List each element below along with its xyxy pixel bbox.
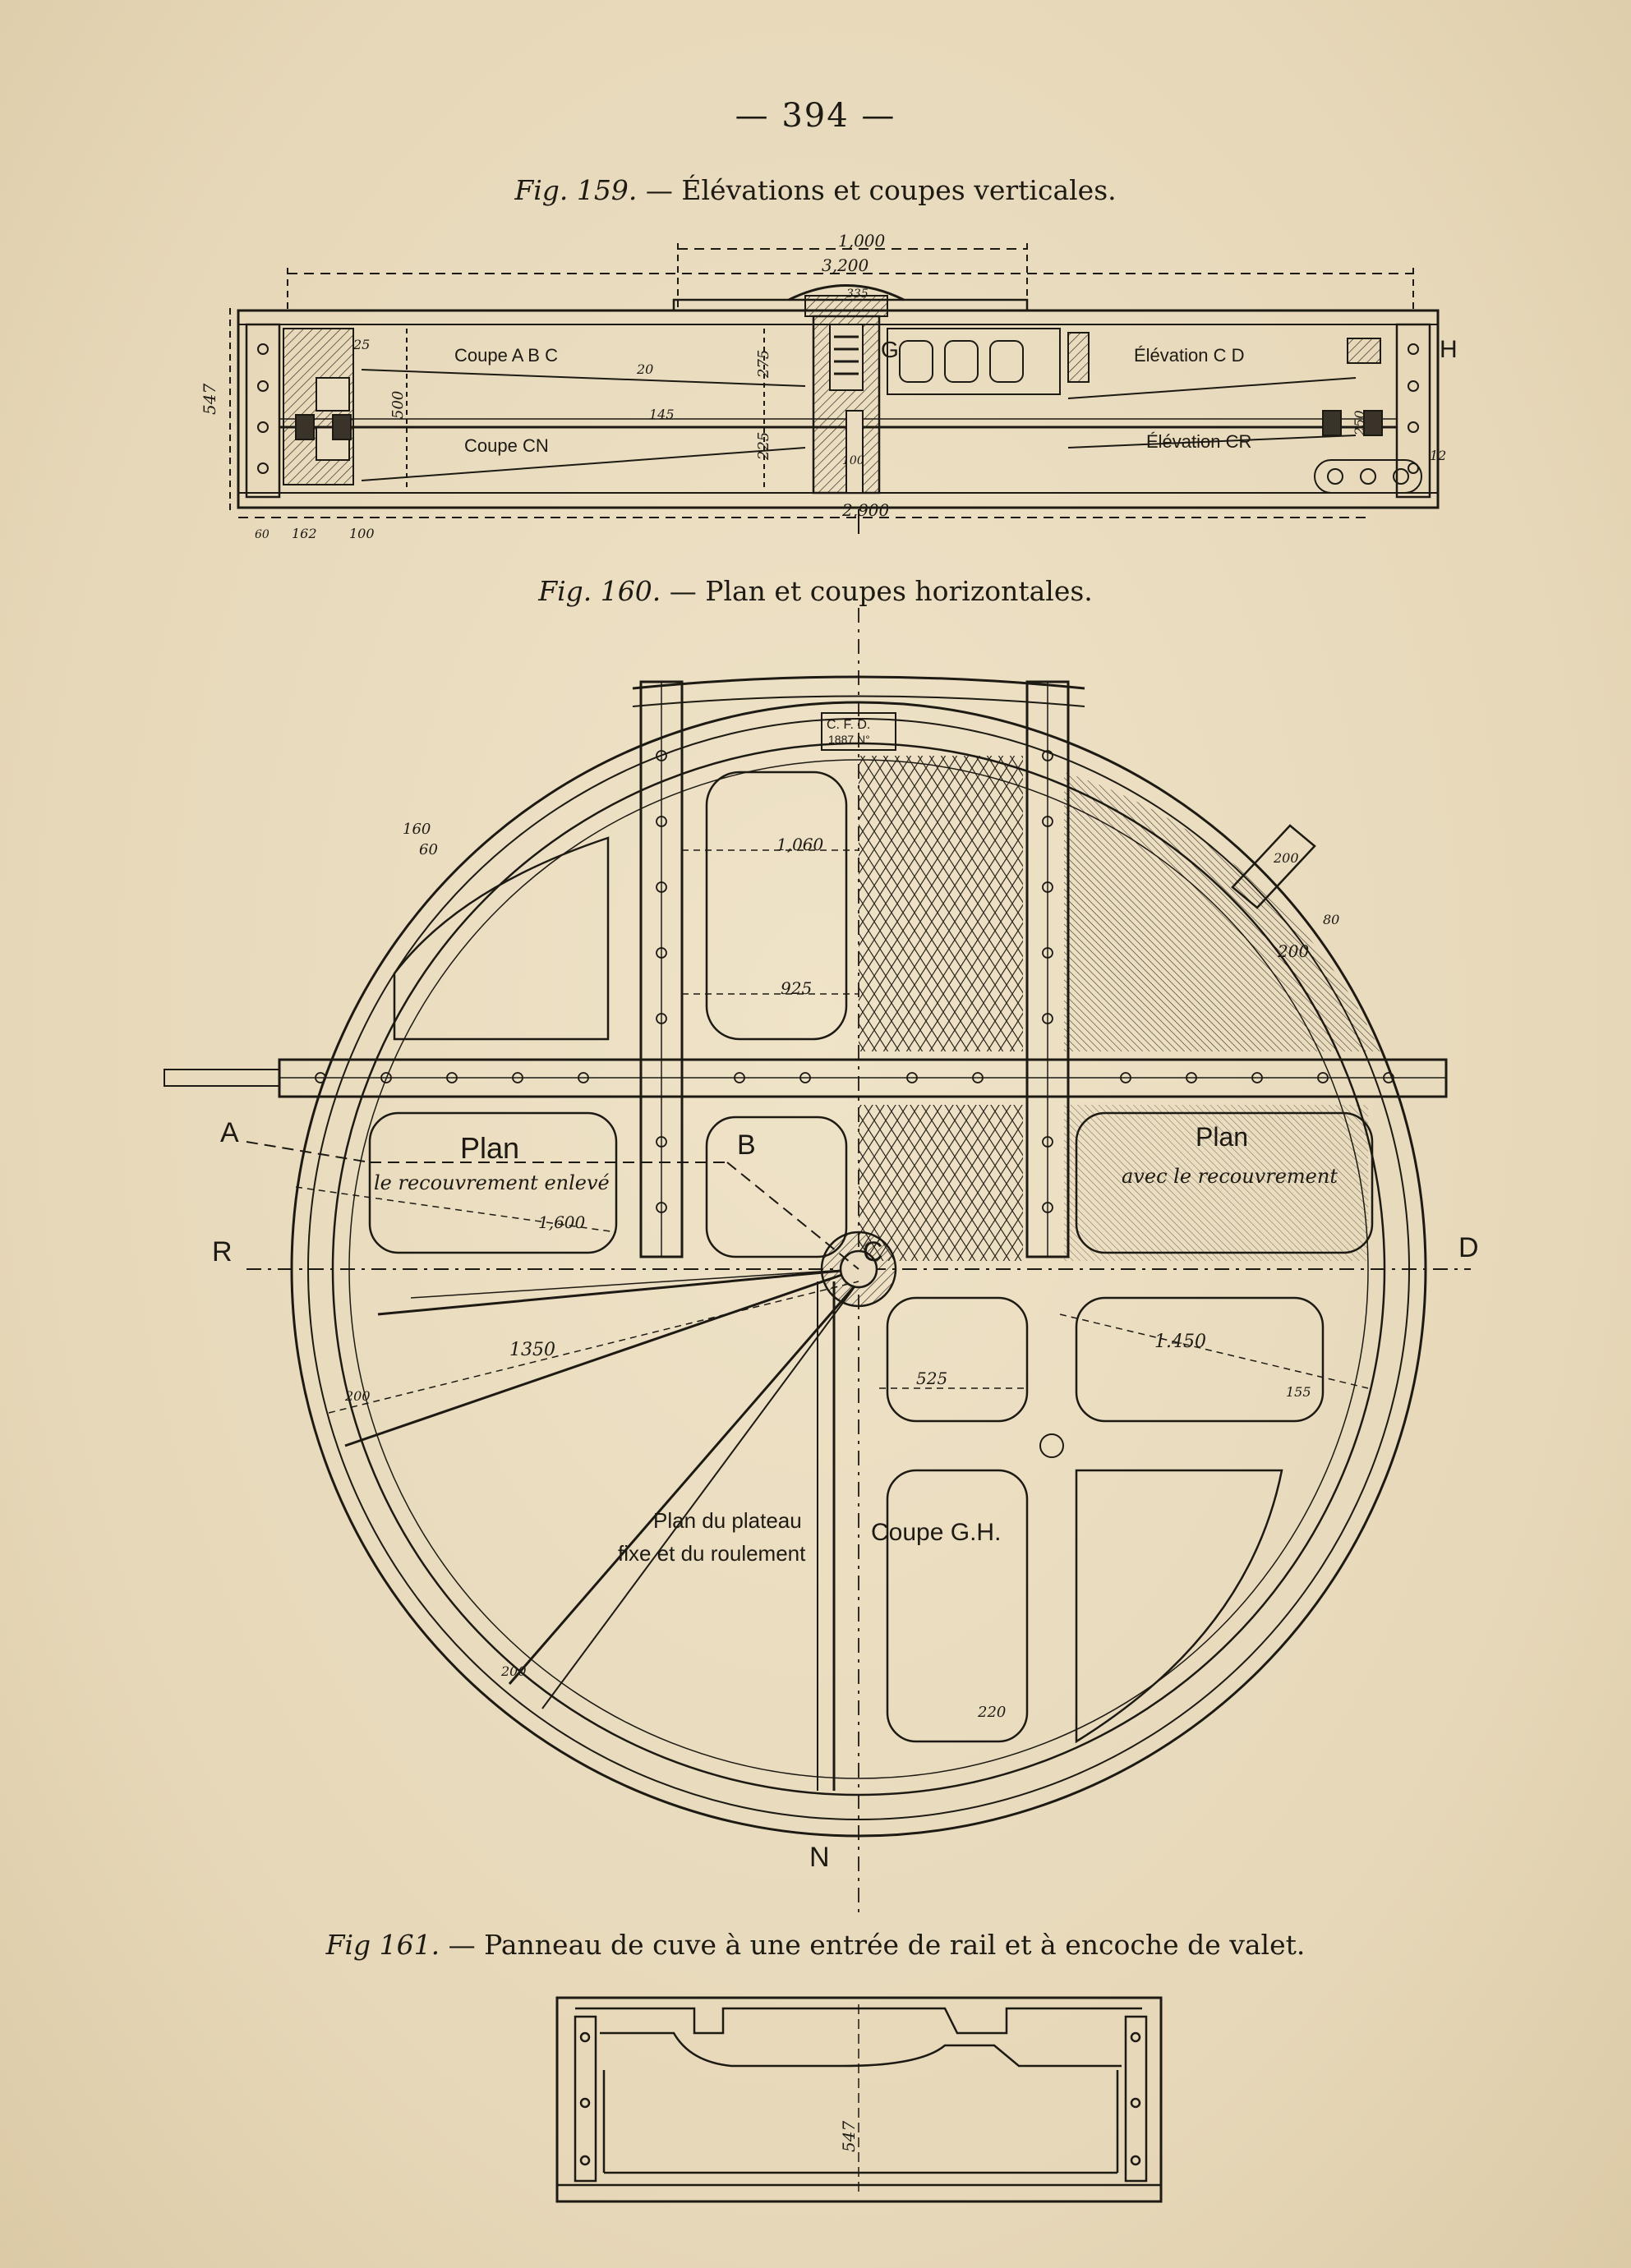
dim-20: 20 [637, 361, 654, 377]
label-plan-right: Plan [1196, 1122, 1249, 1152]
dim-12: 12 [1430, 448, 1447, 463]
fig160-title: — Plan et coupes horizontales. [669, 575, 1093, 607]
dim-1060: 1,060 [776, 835, 824, 854]
letter-B: B [737, 1129, 756, 1161]
letter-N: N [809, 1842, 830, 1873]
letter-R: R [212, 1236, 233, 1267]
fig161-drawing [557, 1998, 1161, 2201]
dim-60: 60 [419, 841, 438, 858]
label-plan-left: Plan [460, 1131, 520, 1165]
dim-547: 547 [200, 383, 219, 415]
dim-525: 525 [916, 1369, 948, 1388]
dim-3200: 3,200 [822, 255, 869, 275]
label-coupe-cn: Coupe CN [464, 435, 549, 456]
dim-162: 162 [292, 526, 317, 541]
fig161-label: Fig 161. [325, 1929, 440, 1961]
label-plan-right-sub: avec le recouvrement [1122, 1165, 1338, 1188]
dim-250: 250 [1352, 410, 1367, 435]
fig159-title: — Élévations et coupes verticales. [645, 174, 1117, 206]
dim-925: 925 [781, 978, 813, 998]
fig160-drawing [164, 608, 1471, 1914]
dim-2900: 2,900 [842, 500, 890, 520]
label-plan-plateau-2: fixe et du roulement [618, 1541, 806, 1566]
dim-100b: 100 [842, 454, 864, 467]
dim-145: 145 [649, 407, 675, 422]
dim-80: 80 [1323, 912, 1340, 927]
fig160-label: Fig. 160. [538, 575, 661, 607]
dim-200d: 200 [501, 1663, 527, 1679]
dim-220: 220 [978, 1704, 1007, 1721]
dim-200c: 200 [345, 1388, 371, 1404]
label-plan-plateau-1: Plan du plateau [653, 1508, 802, 1533]
dim-160: 160 [403, 821, 431, 838]
dim-25: 25 [353, 337, 371, 352]
dim-1000: 1,000 [838, 231, 886, 251]
letter-A: A [220, 1117, 239, 1148]
dim-100: 100 [349, 526, 375, 541]
dim-335: 335 [846, 288, 868, 301]
page-number: — 394 — [735, 97, 896, 135]
dim-500: 500 [389, 390, 407, 419]
dim-155: 155 [1286, 1384, 1311, 1400]
fig161-dim-547: 547 [839, 2120, 859, 2152]
dim-1350: 1350 [509, 1340, 555, 1360]
label-elevation-cr: Élévation CR [1146, 431, 1252, 452]
fig161-title: — Panneau de cuve à une entrée de rail et à encoche de valet. [448, 1929, 1306, 1961]
label-G: G [881, 337, 899, 362]
dim-200a: 200 [1274, 850, 1299, 866]
label-coupe-abc: Coupe A B C [454, 345, 558, 366]
dim-225: 225 [755, 431, 772, 460]
letter-C: C [863, 1236, 883, 1267]
label-H: H [1440, 336, 1458, 363]
dim-1600: 1,600 [538, 1212, 586, 1232]
letter-D: D [1458, 1232, 1479, 1263]
fig159-label: Fig. 159. [514, 174, 638, 206]
label-elevation-cd: Élévation C D [1134, 345, 1245, 366]
dim-1450: 1.450 [1154, 1332, 1206, 1352]
dim-275: 275 [755, 349, 772, 378]
plate-line-1: C. F. D. [827, 718, 871, 732]
dim-200b: 200 [1278, 941, 1310, 961]
fig159-drawing [230, 243, 1438, 534]
label-plan-left-sub: le recouvrement enlevé [374, 1171, 610, 1194]
plate-line-2: 1887 N° [828, 733, 870, 746]
label-coupe-gh: Coupe G.H. [871, 1519, 1002, 1546]
dim-60: 60 [255, 528, 270, 541]
